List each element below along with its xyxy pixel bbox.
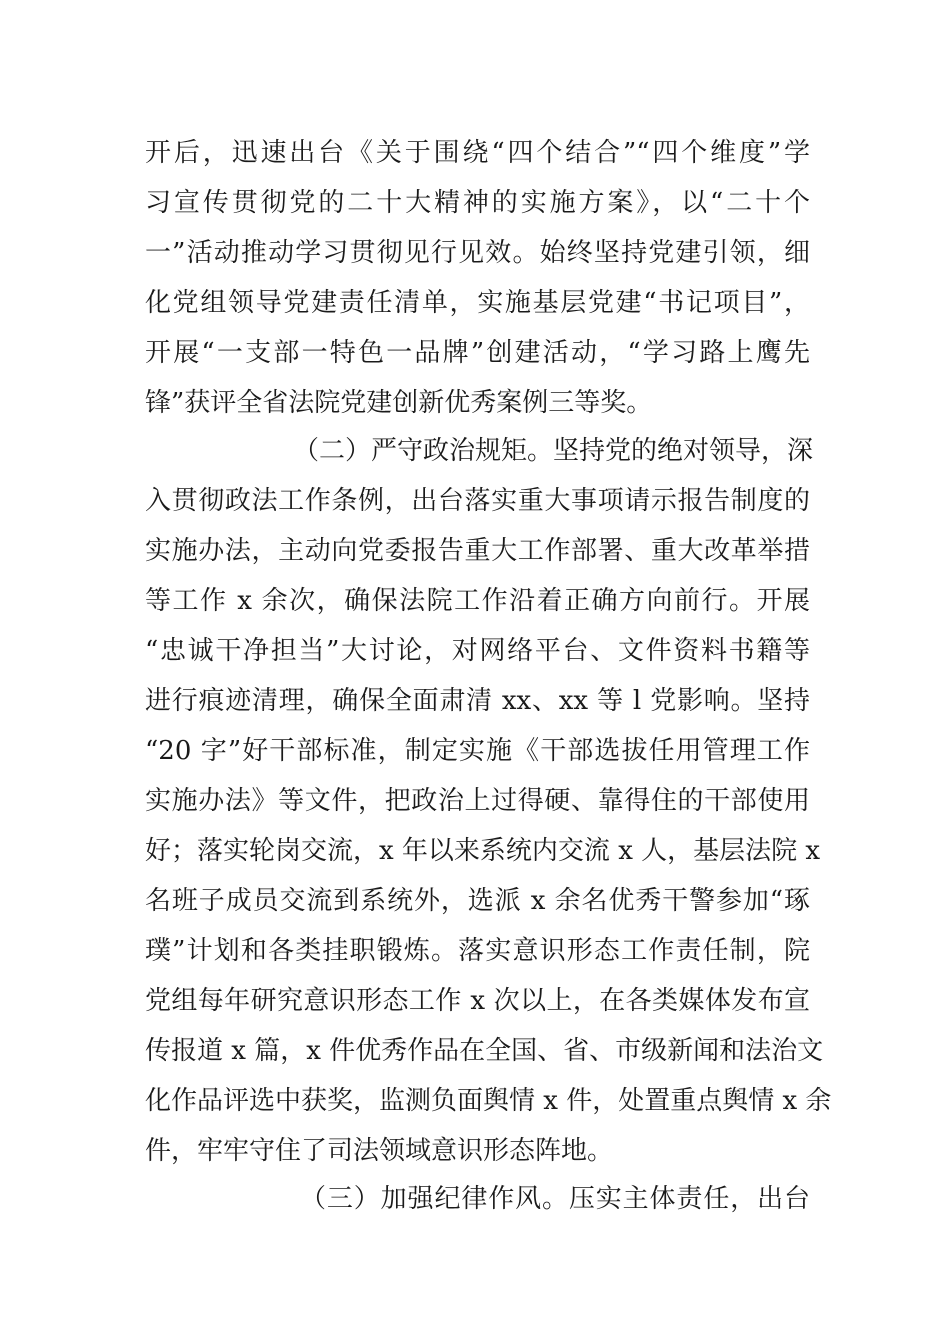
text-line-17: 璞”计划和各类挂职锻炼。落实意识形态工作责任制，院 [145, 936, 810, 966]
text-line-11: “忠诚干净担当”大讨论，对网络平台、文件资料书籍等 [145, 636, 810, 666]
text-line-2: 习宣传贯彻党的二十大精神的实施方案》，以“二十个 [145, 188, 810, 218]
text-line-13: “20 字”好干部标准，制定实施《干部选拔任用管理工作 [145, 736, 810, 766]
text-line-6: 锋”获评全省法院党建创新优秀案例三等奖。 [145, 388, 653, 418]
text-line-4: 化党组领导党建责任清单，实施基层党建“书记项目”， [145, 288, 810, 318]
text-line-9: 实施办法，主动向党委报告重大工作部署、重大改革举措 [145, 536, 810, 566]
text-line-18: 党组每年研究意识形态工作 x 次以上，在各类媒体发布宣 [145, 986, 810, 1016]
section-heading-2: （二）严守政治规矩。坚持党的绝对领导，深 [293, 436, 814, 466]
text-line-16: 名班子成员交流到系统外，选派 x 余名优秀干警参加“琢 [145, 886, 810, 916]
text-line-5: 开展“一支部一特色一品牌”创建活动，“学习路上鹰先 [145, 338, 810, 368]
text-line-14: 实施办法》等文件，把政治上过得硬、靠得住的干部使用 [145, 786, 810, 816]
text-line-20: 化作品评选中获奖，监测负面舆情 x 件，处置重点舆情 x 余 [145, 1086, 832, 1116]
text-line-12: 进行痕迹清理，确保全面肃清 xx、xx 等 l 党影响。坚持 [145, 686, 810, 716]
text-line-21: 件，牢牢守住了司法领域意识形态阵地。 [145, 1136, 614, 1166]
text-line-3: 一”活动推动学习贯彻见行见效。始终坚持党建引领，细 [145, 238, 810, 268]
text-line-10: 等工作 x 余次，确保法院工作沿着正确方向前行。开展 [145, 586, 810, 616]
text-line-15: 好；落实轮岗交流，x 年以来系统内交流 x 人，基层法院 x [145, 836, 821, 866]
text-line-8: 入贯彻政法工作条例，出台落实重大事项请示报告制度的 [145, 486, 810, 516]
text-line-1: 开后，迅速出台《关于围绕“四个结合”“四个维度”学 [145, 138, 810, 168]
section-heading-3: （三）加强纪律作风。压实主体责任，出台 [300, 1184, 810, 1214]
text-line-19: 传报道 x 篇，x 件优秀作品在全国、省、市级新闻和法治文 [145, 1036, 824, 1066]
